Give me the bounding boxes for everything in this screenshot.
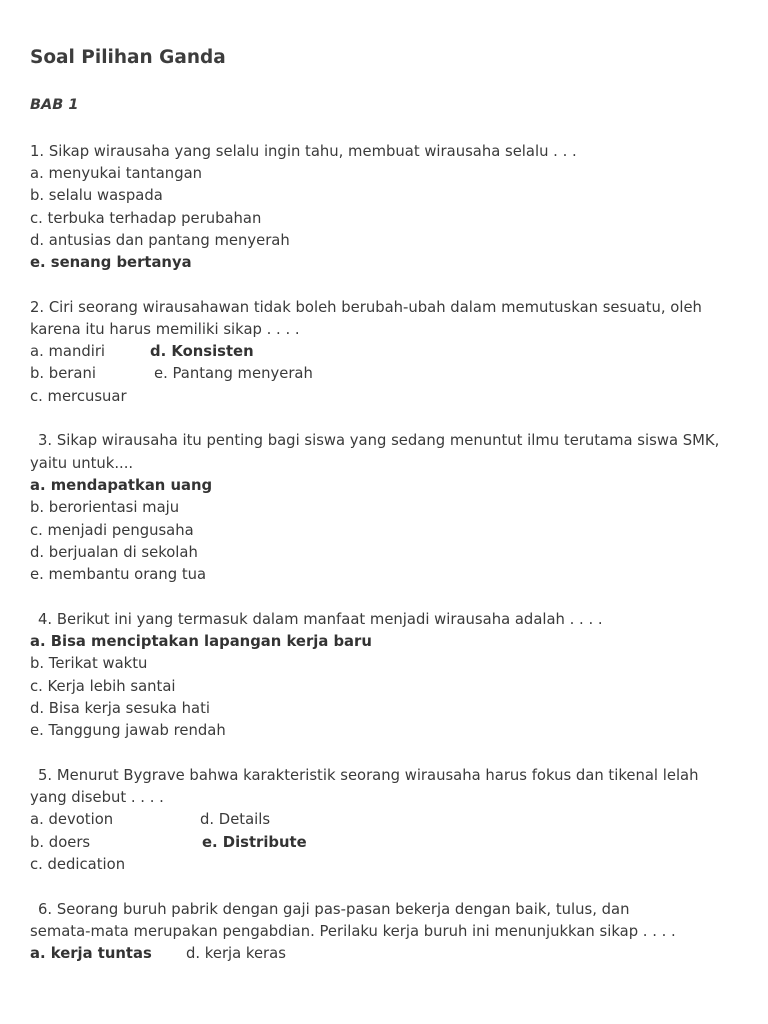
question-4-option-b: b. Terikat waktu [30, 655, 148, 672]
question-5-option-a: a. devotion [30, 811, 114, 828]
question-5-stem-line-1: 5. Menurut Bygrave bahwa karakteristik seorang wirausaha harus fokus dan tikenal lelah [38, 767, 699, 784]
question-2-option-b: b. berani [30, 365, 96, 382]
question-2-options-row-1 [30, 341, 430, 363]
question-2-option-e: e. Pantang menyerah [154, 365, 313, 382]
question-6-option-a-answer: a. kerja tuntas [30, 945, 152, 962]
question-2-options-row-2 [30, 363, 430, 385]
question-2-stem-line-1: 2. Ciri seorang wirausahawan tidak boleh berubah-ubah dalam memutuskan sesuatu, oleh [30, 299, 702, 316]
question-6-stem-line-1: 6. Seorang buruh pabrik dengan gaji pas-pasan bekerja dengan baik, tulus, dan [38, 901, 630, 918]
question-4-stem: 4. Berikut ini yang termasuk dalam manfaat menjadi wirausaha adalah . . . . [38, 611, 603, 628]
question-5-option-e-answer: e. Distribute [202, 834, 307, 851]
question-1-option-a: a. menyukai tantangan [30, 165, 203, 182]
question-3-option-b: b. berorientasi maju [30, 499, 180, 516]
question-2-option-a: a. mandiri [30, 343, 106, 360]
question-3-stem-line-2: yaitu untuk.... [30, 455, 134, 472]
question-5-stem-line-2: yang disebut . . . . [30, 789, 164, 806]
chapter-heading: BAB 1 [30, 97, 79, 113]
question-2-option-c: c. mercusuar [30, 388, 127, 405]
question-3-option-d: d. berjualan di sekolah [30, 544, 198, 561]
question-1-option-b: b. selalu waspada [30, 187, 163, 204]
question-6-options-row-1 [30, 943, 430, 965]
question-1-option-c: c. terbuka terhadap perubahan [30, 210, 262, 227]
question-3-option-c: c. menjadi pengusaha [30, 522, 194, 539]
question-6-stem-line-2: semata-mata merupakan pengabdian. Perilaku kerja buruh ini menunjukkan sikap . . . . [30, 923, 676, 940]
question-1-option-d: d. antusias dan pantang menyerah [30, 232, 290, 249]
question-2-stem-line-2: karena itu harus memiliki sikap . . . . [30, 321, 300, 338]
question-5-options-row-2 [30, 832, 430, 854]
question-1-stem: 1. Sikap wirausaha yang selalu ingin tahu, membuat wirausaha selalu . . . [30, 143, 577, 160]
question-3-option-a-answer: a. mendapatkan uang [30, 477, 213, 494]
question-3-stem-line-1: 3. Sikap wirausaha itu penting bagi siswa yang sedang menuntut ilmu terutama siswa SMK, [38, 432, 720, 449]
question-4-option-a-answer: a. Bisa menciptakan lapangan kerja baru [30, 633, 372, 650]
question-1-option-e-answer: e. senang bertanya [30, 254, 192, 271]
question-5-options-row-1 [30, 809, 430, 831]
question-2-option-d-answer: d. Konsisten [150, 343, 254, 360]
page-title: Soal Pilihan Ganda [30, 47, 226, 68]
question-4-option-d: d. Bisa kerja sesuka hati [30, 700, 210, 717]
question-5-option-c: c. dedication [30, 856, 126, 873]
question-4-option-e: e. Tanggung jawab rendah [30, 722, 226, 739]
question-5-option-d: d. Details [200, 811, 271, 828]
question-3-option-e: e. membantu orang tua [30, 566, 207, 583]
question-4-option-c: c. Kerja lebih santai [30, 678, 176, 695]
question-5-option-b: b. doers [30, 834, 91, 851]
question-6-option-d: d. kerja keras [186, 945, 286, 962]
